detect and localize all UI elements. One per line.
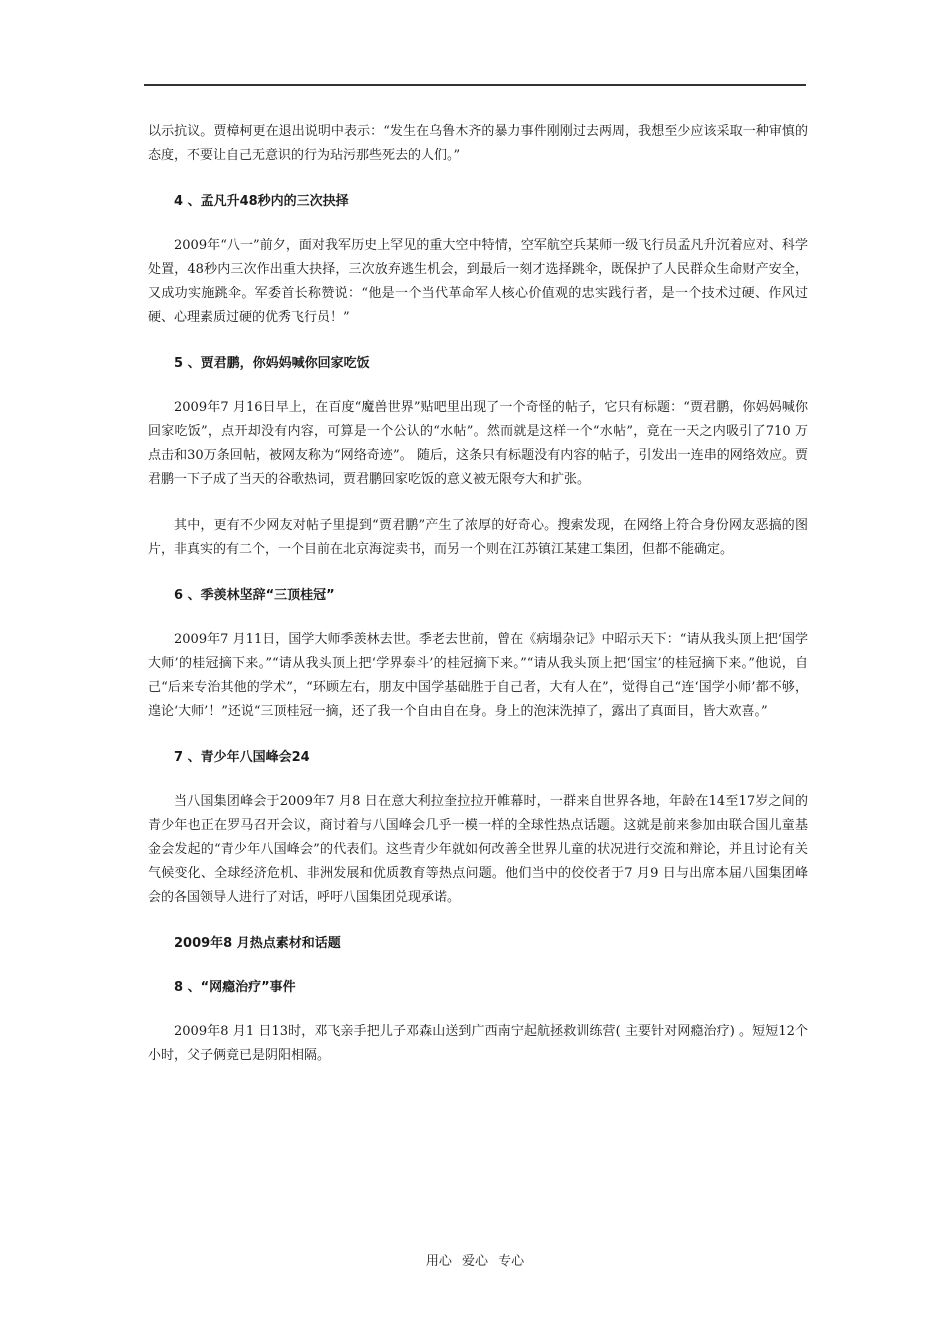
section-heading: 6 、季羡林坚辞“三顶桂冠”: [174, 588, 335, 603]
paragraph: 以示抗议。贾樟柯更在退出说明中表示：“发生在乌鲁木齐的暴力事件刚刚过去两周，我想至少应该采取一种审慎的态度，不要让自己无意识的行为玷污那些死去的人们。”: [148, 124, 808, 163]
paragraph: 2009年“八一”前夕，面对我军历史上罕见的重大空中特情，空军航空兵某师一级飞行员孟凡升沉着应对、科学处置，48秒内三次作出重大抉择，三次放弃逃生机会，到最后一刻才选择跳伞，既保护了人民群众生命财产安全，又成功实施跳伞。军委首长称赞说：“他是一个当代革命军人核心价值观的忠实践行者，是一个技术过硬、作风过硬、心理素质过硬的优秀飞行员！”: [148, 238, 808, 325]
section-heading: 7 、青少年八国峰会24: [174, 750, 310, 765]
paragraph: 当八国集团峰会于2009年7 月8 日在意大利拉奎拉拉开帷幕时，一群来自世界各地，年龄在14至17岁之间的青少年也正在罗马召开会议，商讨着与八国峰会几乎一模一样的全球性热点话题。这就是前来参加由联合国儿童基金会发起的“青少年八国峰会”的代表们。这些青少年就如何改善全世界儿童的状况进行交流和辩论，并且讨论有关气候变化、全球经济危机、非洲发展和优质教育等热点问题。他们当中的佼佼者于7 月9 日与出席本届八国集团峰会的各国领导人进行了对话，呼吁八国集团兑现承诺。: [148, 794, 808, 905]
section-heading: 5 、贾君鹏，你妈妈喊你回家吃饭: [174, 356, 370, 371]
section-heading: 2009年8 月热点素材和话题: [174, 936, 341, 951]
page-footer: 用心 爱心 专心: [425, 1254, 525, 1269]
paragraph: 2009年8 月1 日13时，邓飞亲手把儿子邓森山送到广西南宁起航拯救训练营( 主要针对网瘾治疗) 。短短12个小时，父子俩竟已是阴阳相隔。: [148, 1024, 808, 1063]
paragraph: 2009年7 月11日，国学大师季羡林去世。季老去世前，曾在《病塌杂记》中昭示天下：“请从我头顶上把‘国学大师’的桂冠摘下来。”“请从我头顶上把‘学界泰斗’的桂冠摘下来。”“请从我头顶上把‘国宝’的桂冠摘下来。”他说，自己“后来专治其他的学术”，“环顾左右，朋友中国学基础胜于自己者，大有人在”，觉得自己“连‘国学小师’都不够，遑论‘大师’！”还说“三顶桂冠一摘，还了我一个自由自在身。身上的泡沫洗掉了，露出了真面目，皆大欢喜。”: [148, 632, 808, 719]
section-heading: 8 、“网瘾治疗”事件: [174, 980, 296, 995]
document-body: [148, 120, 808, 1090]
section-heading: 4 、孟凡升48秒内的三次抉择: [174, 194, 349, 209]
paragraph: 其中，更有不少网友对帖子里提到“贾君鹏”产生了浓厚的好奇心。搜索发现，在网络上符合身份网友恶搞的图片，非真实的有二个，一个目前在北京海淀卖书，而另一个则在江苏镇江某建工集团，但都不能确定。: [148, 518, 808, 557]
paragraph: 2009年7 月16日早上，在百度“魔兽世界”贴吧里出现了一个奇怪的帖子，它只有标题：“贾君鹏，你妈妈喊你回家吃饭”，点开却没有内容，可算是一个公认的“水帖”。然而就是这样一个“水帖”，竟在一天之内吸引了710 万点击和30万条回帖，被网友称为“网络奇迹”。 随后，这条只有标题没有内容的帖子，引发出一连串的网络效应。贾君鹏一下子成了当天的谷歌热词，贾君鹏回家吃饭的意义被无限夸大和扩张。: [148, 400, 808, 487]
header-rule: [144, 84, 806, 86]
